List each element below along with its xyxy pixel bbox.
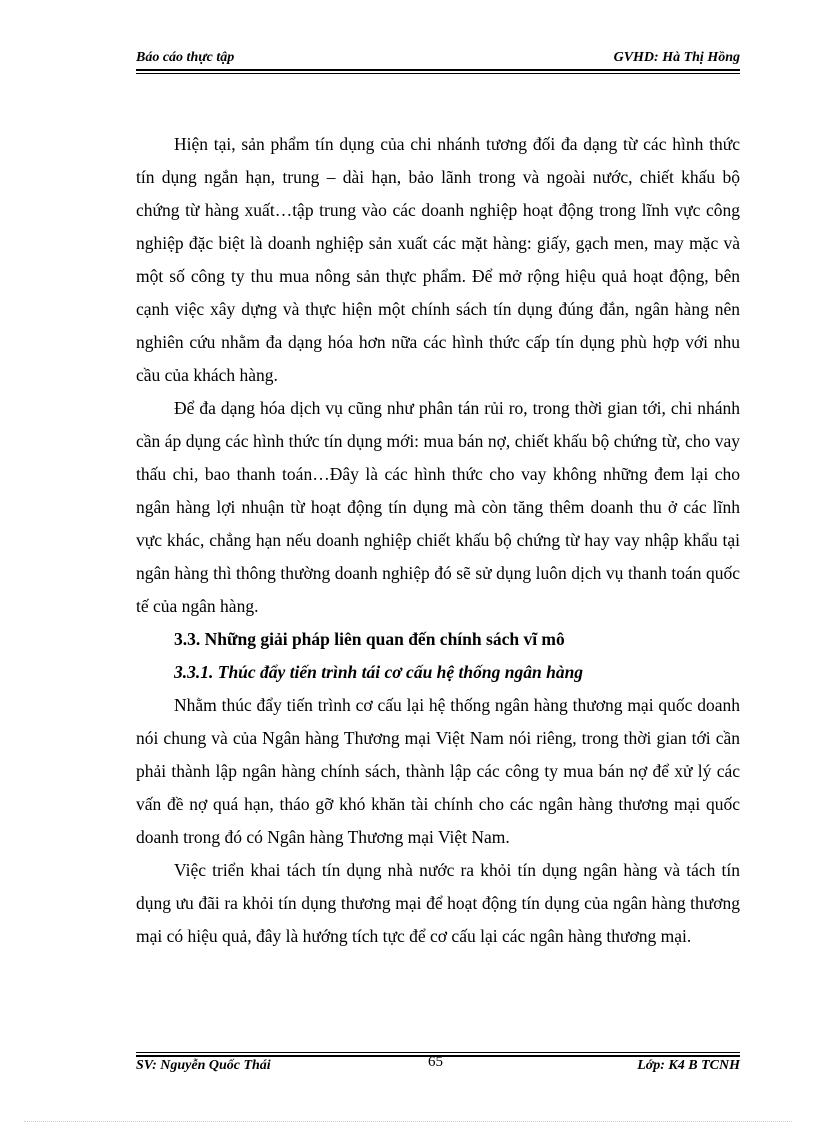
page-number: 65: [428, 1054, 443, 1070]
subsection-heading: 3.3.1. Thúc đẩy tiến trình tái cơ cấu hệ thống ngân hàng: [174, 662, 584, 682]
header-rule-thin: [136, 73, 740, 74]
section-heading: 3.3. Những giải pháp liên quan đến chính sách vĩ mô: [174, 629, 565, 649]
page-header: [136, 50, 740, 68]
header-report-title: Báo cáo thực tập: [136, 50, 235, 65]
paragraph-credit-products: Hiện tại, sản phẩm tín dụng của chi nhánh tương đối đa dạng từ các hình thức tín dụng ngắn hạn, trung – dài hạn, bảo lãnh trong và ngoài nước, chiết khấu bộ chứng từ hàng xuất…tập trung vào các doanh nghiệp hoạt động trong lĩnh vực công nghiệp đặc biệt là doanh nghiệp sản xuất các mặt hàng: giấy, gạch men, may mặc và một số công ty thu mua nông sản thực phẩm. Để mở rộng hiệu quả hoạt động, bên cạnh việc xây dựng và thực hiện một chính sách tín dụng đúng đắn, ngân hàng nên nghiên cứu nhằm đa dạng hóa hơn nữa các hình thức cấp tín dụng phù hợp với nhu cầu của khách hàng.: [136, 134, 740, 385]
header-rule: [136, 69, 740, 71]
document-body: [136, 128, 740, 953]
page-edge-divider: [24, 1121, 792, 1122]
footer-class: Lớp: K4 B TCNH: [637, 1058, 740, 1073]
paragraph-restructuring: Nhằm thúc đẩy tiến trình cơ cấu lại hệ thống ngân hàng thương mại quốc doanh nói chung và của Ngân hàng Thương mại Việt Nam nói riêng, trong thời gian tới cần phải thành lập ngân hàng chính sách, thành lập các công ty mua bán nợ để xử lý các vấn đề nợ quá hạn, tháo gỡ khó khăn tài chính cho các ngân hàng thương mại quốc doanh trong đó có Ngân hàng Thương mại Việt Nam.: [136, 695, 740, 847]
paragraph-diversification: Để đa dạng hóa dịch vụ cũng như phân tán rủi ro, trong thời gian tới, chi nhánh cần áp dụng các hình thức tín dụng mới: mua bán nợ, chiết khấu bộ chứng từ, cho vay thấu chi, bao thanh toán…Đây là các hình thức cho vay không những đem lại cho ngân hàng lợi nhuận từ hoạt động tín dụng mà còn tăng thêm doanh thu ở các lĩnh vực khác, chẳng hạn nếu doanh nghiệp chiết khấu bộ chứng từ hay vay nhập khẩu tại ngân hàng thì thông thường doanh nghiệp đó sẽ sử dụng luôn dịch vụ thanh toán quốc tế của ngân hàng.: [136, 398, 740, 616]
footer-rule-thin: [136, 1052, 740, 1053]
footer-student-name: SV: Nguyễn Quốc Thái: [136, 1058, 271, 1073]
paragraph-separation: Việc triển khai tách tín dụng nhà nước ra khỏi tín dụng ngân hàng và tách tín dụng ưu đãi ra khỏi tín dụng thương mại để hoạt động tín dụng của ngân hàng thương mại có hiệu quả, đây là hướng tích tực để cơ cấu lại các ngân hàng thương mại.: [136, 860, 740, 946]
header-supervisor: GVHD: Hà Thị Hồng: [613, 50, 740, 65]
page-footer: [136, 1054, 740, 1078]
